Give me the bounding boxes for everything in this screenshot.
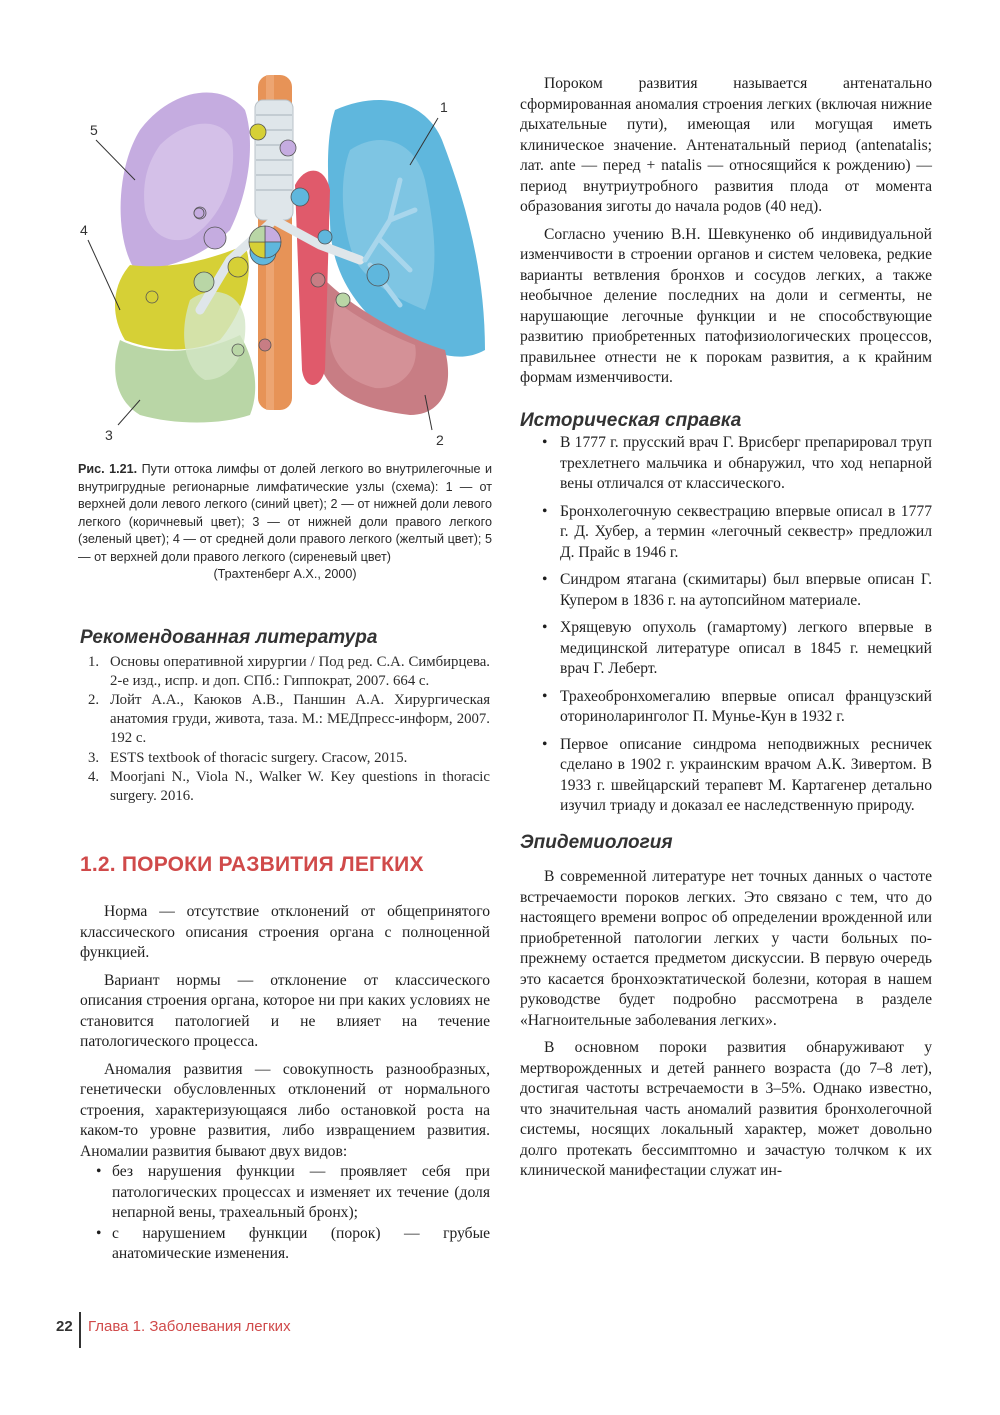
right-column [520,74,932,1182]
anomaly-types-list [80,1162,490,1265]
lymph-node [311,273,325,287]
chapter-title: Глава 1. Заболевания легких [88,1318,291,1335]
paragraph: Аномалия развития — совокупность разнообразных, генетически обусловленных отклонений от нормального строения, характеризующаяся либо остановкой роста на каком-то уровне развития, либо извращением развития. Аномалии развития бывают двух видов: [80,1060,490,1160]
list-item: • без нарушения функции — проявляет себя при патологических процессах и изменяет их течение (доля непарной вены, трахеальный бронх); [96,1163,490,1221]
literature-heading: Рекомендованная литература [80,627,378,648]
section-title: 1.2. ПОРОКИ РАЗВИТИЯ ЛЕГКИХ [80,853,424,876]
paragraph: Вариант нормы — отклонение от классического описания строения органа, которое ни при каких условиях не становится патологией и не влияет на течение патологического процесса. [80,971,490,1050]
paragraph: Согласно учению В.Н. Шевкуненко об индивидуальной изменчивости в строении органов и систем человека, редкие варианты ветвления бронхов и сосудов легких, а также необычное деление последних на доли и сегменты, не нарушающие легочные функции и не способствующие развитию приобретенных патофизиологических процессов, правильнее отнести не к порокам развития, а к крайним формам изменчивости. [520,225,932,386]
section-body [80,902,490,1265]
lung-lymph-figure [80,70,495,455]
literature-list [80,653,490,807]
lymph-node [367,264,389,286]
figure-label-4: 4 [80,222,88,238]
lung-diagram [80,70,495,455]
lymph-node [336,293,350,307]
lymph-node [318,230,332,244]
lymph-node [291,188,309,206]
caption-label: Рис. 1.21. [78,462,138,476]
figure-label-1: 1 [440,99,448,115]
list-item: • Синдром ятагана (скимитары) был впервые описан Г. Купером в 1836 г. на аутопсийном материале. [542,571,932,609]
figure-label-5: 5 [90,122,98,138]
lymph-node [259,339,271,351]
paragraph: Пороком развития называется антенатально сформированная аномалия строения легких (включая нижние дыхательные пути), имеющая или могущая иметь клиническое значение. Антенатальный период (antenatalis; лат. ante — перед + natalis — относящийся к рождению) — период внутриутробного развития плода от момента образования зиготы до начала родов (40 нед). [520,75,932,215]
paragraph: В основном пороки развития обнаруживают у мертворожденных и детей раннего возраста (до 7–8 лет), достигая частоты встречаемости в 3–5%. Однако известно, что значительная часть аномалий развития бронхолегочной системы, носящих локальный характер, может довольно долго протекать бессимптомно и зачастую толчком к их клинической манифестации служат ин- [520,1039,932,1179]
literature-item: 1. Основы оперативной хирургии / Под ред. С.А. Симбирцева. 2-е изд., испр. и доп. СПб.: Гиппократ, 2007. 664 с. [88,653,490,689]
literature-item: 2. Лойт А.А., Каюков А.В., Паншин А.А. Хирургическая анатомия груди, живота, таза. М.: МЕДпресс-информ, 2007. 192 с. [88,691,490,747]
caption-source: (Трахтенберг А.Х., 2000) [213,567,357,581]
list-item: • Бронхолегочную секвестрацию впервые описал в 1777 г. Д. Хубер, а термин «легочный секвестр» предложил Д. Прайс в 1946 г. [542,502,932,561]
list-item: • Трахеобронхомегалию впервые описал французский оториноларинголог П. Мунье-Кун в 1932 г. [542,687,932,725]
history-list [520,433,932,817]
paragraph: Норма — отсутствие отклонений от общепринятого классического описания строения органа с полноценной функцией. [80,903,490,961]
epidemiology-heading: Эпидемиология [520,831,673,853]
list-item: • Первое описание синдрома неподвижных ресничек сделано в 1902 г. украинским врачом А.К. Зивертом. В 1933 г. швейцарский терапевт М. Картагенер детально изучил триаду и доказал ее наследственную природу. [542,735,932,814]
literature-item: 4. Moorjani N., Viola N., Walker W. Key questions in thoracic surgery. 2016. [88,768,490,804]
literature-block [80,628,490,806]
figure-label-3: 3 [105,427,113,443]
page-number: 22 [56,1318,73,1335]
literature-item: 3. ESTS textbook of thoracic surgery. Cracow, 2015. [88,749,408,766]
caption-text: Пути оттока лимфы от долей легкого во внутрилегочные и внутригрудные регионарные лимфатические узлы (схема): 1 — от верхней доли левого легкого (синий цвет); 2 — от нижней доли левого легкого (коричневый цвет); 3 — от нижней доли правого легкого (зеленый цвет); 4 — от средней доли правого легкого (желтый цвет); 5 — от верхней доли правого легкого (сиреневый цвет) [78,462,493,564]
lymph-node [280,140,296,156]
lymph-node [146,291,158,303]
page-footer [0,1310,1000,1350]
footer-divider [79,1312,81,1348]
list-item: • Хрящевую опухоль (гамартому) легкого впервые в медицинской литературе описал в 1845 г. немецкий врач Г. Леберт. [542,619,932,677]
lymph-node [232,344,244,356]
lymph-node [204,227,226,249]
figure-label-2: 2 [436,432,444,448]
history-heading: Историческая справка [520,409,742,431]
lymph-node [228,257,248,277]
lymph-node [194,208,204,218]
list-item: • с нарушением функции (порок) — грубые анатомические изменения. [96,1224,490,1262]
figure-caption [78,461,492,584]
paragraph: В современной литературе нет точных данных о частоте встречаемости пороков легких. Это связано с тем, что до настоящего времени вопрос об определении врожденной или приобретенной патологии легких у части больных по-прежнему остается предметом дискуссии. В первую очередь это касается бронхоэктатической болезни, которая в нашем руководстве будет подробно рассмотрена в разделе «Нагноительные заболевания легких». [520,868,932,1029]
lymph-node [194,272,214,292]
list-item: • В 1777 г. прусский врач Г. Врисберг препарировал труп трехлетнего мальчика и обнаружил, что ход непарной вены отличался от классического. [542,434,932,492]
